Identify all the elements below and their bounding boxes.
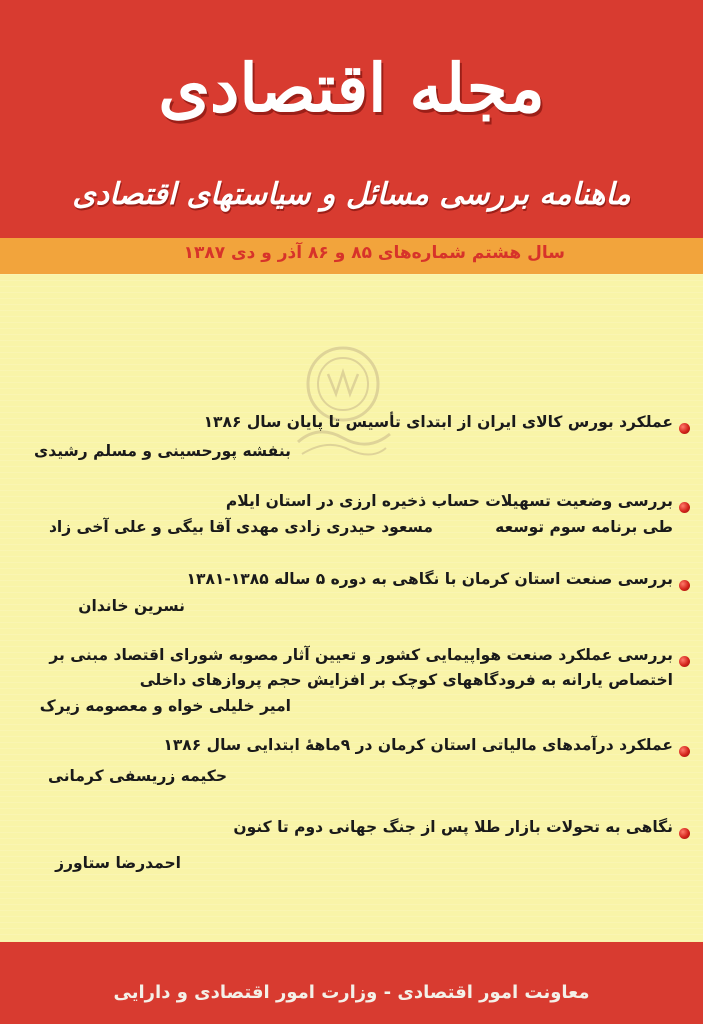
article-authors: نسرین خاندان <box>78 597 185 615</box>
article-title-line2: اختصاص یارانه به فرودگاههای کوچک بر افزایش حجم پروازهای داخلی <box>139 671 673 689</box>
article-authors: بنفشه پورحسینی و مسلم رشیدی <box>34 442 291 460</box>
article-authors: احمدرضا ستاورز <box>55 854 181 872</box>
article-authors: حکیمه زریسفی کرمانی <box>48 767 227 785</box>
article-title: عملکرد بورس کالای ایران از ابتدای تأسیس تا پایان سال ۱۳۸۶ <box>203 413 673 431</box>
bullet-icon <box>679 423 690 434</box>
issue-band <box>0 238 703 274</box>
publisher-name: معاونت امور اقتصادی - وزارت امور اقتصادی و دارایی <box>113 982 590 1003</box>
article-authors: امیر خلیلی خواه و معصومه زیرک <box>39 697 291 715</box>
emblem-watermark-icon <box>288 342 398 462</box>
article-title: بررسی صنعت استان کرمان با نگاهی به دوره ۵ ساله ۱۳۸۵-۱۳۸۱ <box>186 570 673 588</box>
issue-info: سال هشتم شماره‌های ۸۵ و ۸۶ آذر و دی ۱۳۸۷ <box>183 243 565 263</box>
bullet-icon <box>679 656 690 667</box>
magazine-title: مجله اقتصادی <box>158 49 545 127</box>
bullet-icon <box>679 502 690 513</box>
article-authors: مسعود حیدری زادی مهدی آقا بیگی و علی آخی زاد <box>48 518 433 536</box>
bullet-icon <box>679 580 690 591</box>
article-title: بررسی عملکرد صنعت هواپیمایی کشور و تعیین آثار مصوبه شورای اقتصاد مبنی بر <box>49 646 673 664</box>
cover-footer <box>0 942 703 1024</box>
article-title: نگاهی به تحولات بازار طلا پس از جنگ جهانی دوم تا کنون <box>233 818 673 836</box>
magazine-subtitle: ماهنامه بررسی مسائل و سیاستهای اقتصادی <box>72 177 631 212</box>
article-title: عملکرد درآمدهای مالیاتی استان کرمان در ۹ماههٔ ابتدایی سال ۱۳۸۶ <box>163 736 673 754</box>
article-title-line2: طی برنامه سوم توسعه <box>495 518 673 536</box>
bullet-icon <box>679 828 690 839</box>
article-title: بررسی وضعیت تسهیلات حساب ذخیره ارزی در استان ایلام <box>225 492 673 510</box>
bullet-icon <box>679 746 690 757</box>
cover-header <box>0 0 703 238</box>
